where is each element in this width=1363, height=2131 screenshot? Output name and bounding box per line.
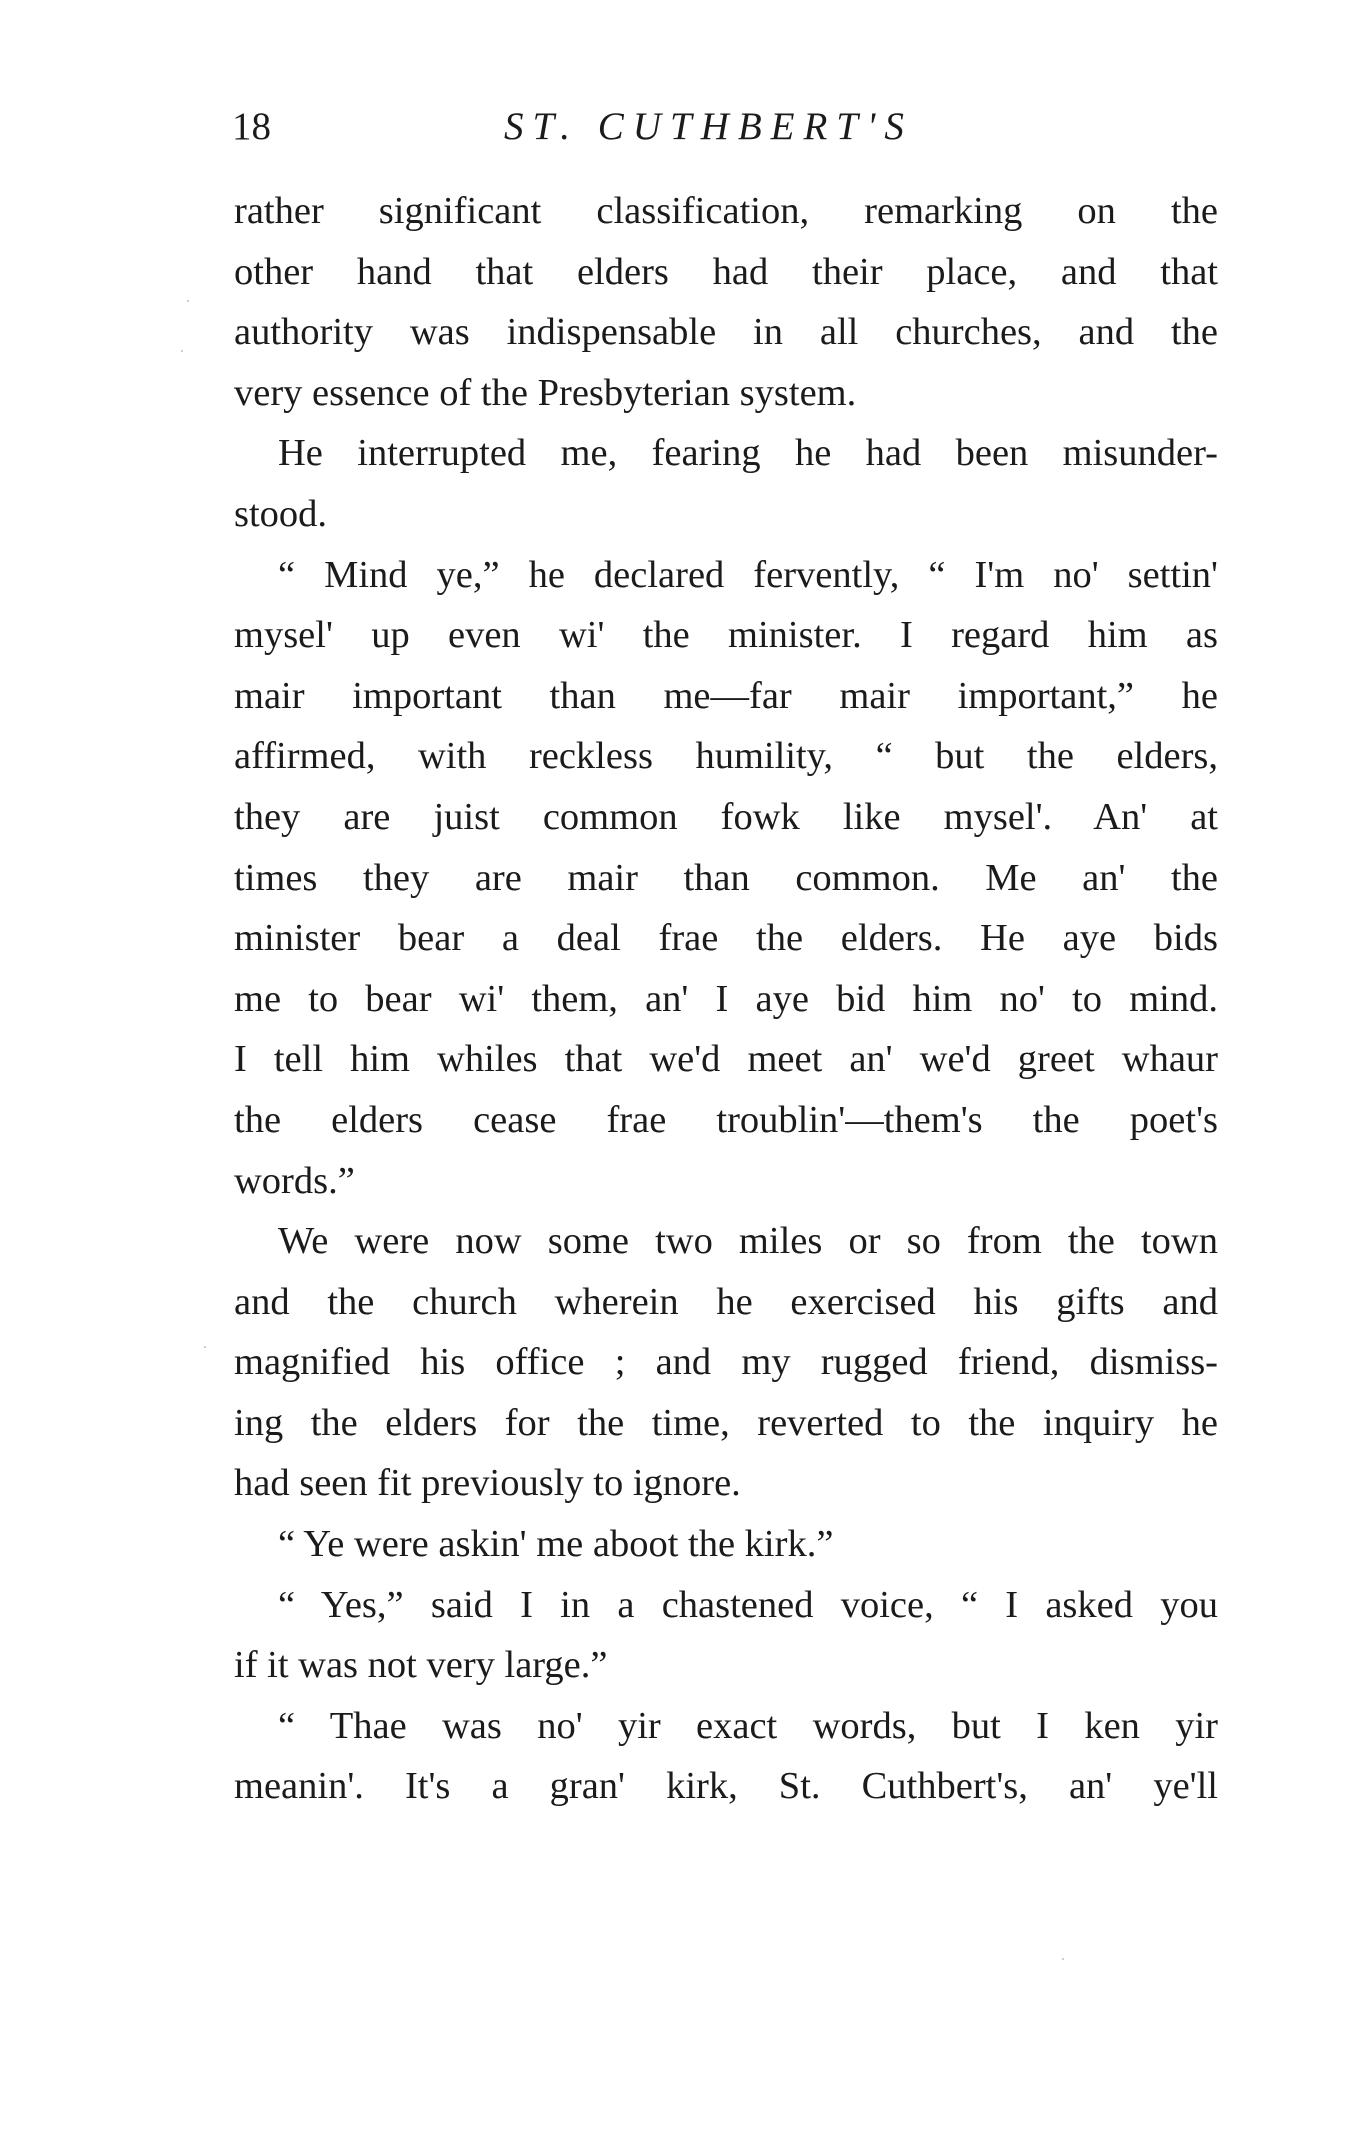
text-line: ing the elders for the time, reverted to the inquiry he xyxy=(234,1401,1218,1444)
paragraph-2 xyxy=(234,423,1218,544)
body-text xyxy=(234,181,1218,1817)
paragraph-3 xyxy=(234,545,1218,1212)
text-line: they are juist common fowk like mysel'. An' at xyxy=(234,795,1218,838)
text-line: mysel' up even wi' the minister. I regard him as xyxy=(234,614,1218,657)
text-line: “ Thae was no' yir exact words, but I ken yir xyxy=(278,1704,1218,1747)
paragraph-1 xyxy=(234,181,1218,423)
text-line: I tell him whiles that we'd meet an' we'd greet whaur xyxy=(234,1038,1218,1081)
text-line: stood. xyxy=(234,492,328,535)
text-line: words.” xyxy=(234,1159,355,1202)
text-line: and the church wherein he exercised his gifts and xyxy=(234,1280,1218,1323)
text-line: rather significant classification, remarking on the xyxy=(234,190,1218,232)
text-line: if it was not very large.” xyxy=(234,1644,608,1687)
running-head: ST. CUTHBERT'S xyxy=(504,105,913,148)
paragraph-6 xyxy=(234,1575,1218,1696)
text-line: affirmed, with reckless humility, “ but the elders, xyxy=(234,735,1218,778)
text-line: “ Ye were askin' me aboot the kirk.” xyxy=(278,1523,834,1566)
text-line: He interrupted me, fearing he had been misunder- xyxy=(278,432,1218,475)
page-number: 18 xyxy=(232,105,271,148)
text-line: had seen fit previously to ignore. xyxy=(234,1462,741,1505)
paper-speck xyxy=(187,300,189,302)
text-line: authority was indispensable in all churches, and the xyxy=(234,311,1218,354)
paragraph-7 xyxy=(234,1696,1218,1817)
text-line: minister bear a deal frae the elders. He aye bids xyxy=(234,917,1218,960)
text-line: me to bear wi' them, an' I aye bid him no' to mind. xyxy=(234,977,1218,1020)
paper-speck xyxy=(1062,1958,1064,1960)
paragraph-5 xyxy=(234,1514,1218,1575)
text-line: “ Mind ye,” he declared fervently, “ I'm no' settin' xyxy=(278,553,1218,596)
text-line: meanin'. It's a gran' kirk, St. Cuthbert's, an' ye'll xyxy=(234,1765,1218,1808)
text-line: mair important than me—far mair important,” he xyxy=(234,674,1218,717)
paragraph-4 xyxy=(234,1211,1218,1514)
text-line: We were now some two miles or so from the town xyxy=(278,1220,1218,1263)
paper-speck xyxy=(204,1346,206,1348)
text-line: times they are mair than common. Me an' the xyxy=(234,856,1218,899)
text-line: magnified his office ; and my rugged friend, dismiss- xyxy=(234,1341,1218,1384)
page-header xyxy=(232,102,1212,152)
text-line: the elders cease frae troublin'—them's the poet's xyxy=(234,1098,1218,1141)
paper-speck xyxy=(181,350,183,352)
text-line: very essence of the Presbyterian system. xyxy=(234,371,857,414)
text-line: “ Yes,” said I in a chastened voice, “ I asked you xyxy=(278,1583,1218,1626)
text-line: other hand that elders had their place, and that xyxy=(234,250,1218,293)
